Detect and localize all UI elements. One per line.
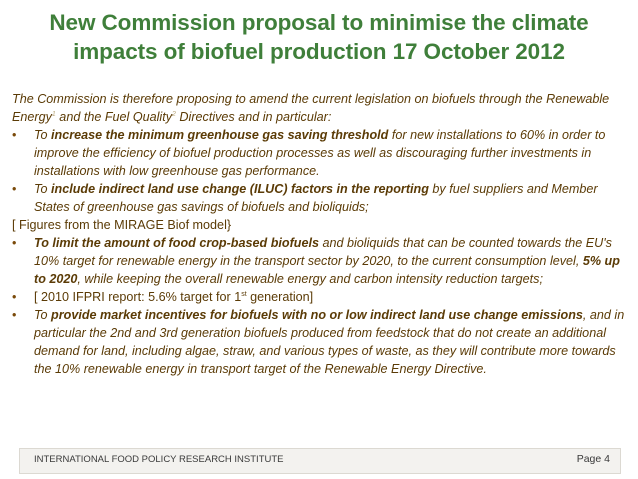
bullet-text-pre: To: [34, 308, 52, 322]
bullet-text-post: by fuel suppliers and Member States of greenhouse gas savings of biofuels and bioliquids;: [34, 182, 598, 214]
note-mirage-model: [ Figures from the MIRAGE Biof model}: [12, 218, 232, 232]
bullet-text-post: , and in particular the 2nd and 3rd generation biofuels produced from feedstock that do not create an additional demand for land, including algae, straw, and various types of waste, as they will contribute more towards the 10% renewable energy in transport target of the Renewable Energy Directive.: [34, 308, 625, 376]
footer-institute-name: INTERNATIONAL FOOD POLICY RESEARCH INSTITUTE: [34, 454, 284, 465]
slide-title-line-1: New Commission proposal to minimise the climate: [49, 10, 589, 35]
bullet-text-post: , while keeping the overall renewable energy and carbon intensity reduction targets;: [77, 272, 543, 286]
footnote-ref-1: 1: [51, 110, 56, 118]
bullet-text-post: for new installations to 60% in order to improve the efficiency of biofuel production processes as well as discouraging further investments in installations with low greenhouse gas performance.: [34, 128, 606, 178]
bullet-marker: •: [12, 308, 17, 322]
bullet-item-ifpri-report: [12, 288, 628, 306]
bullet-item-ghg-threshold: [12, 126, 628, 180]
footnote-ref-2: 2: [172, 110, 176, 118]
bullet-text-bold: provide market incentives for biofuels with no or low indirect land use change emissions: [51, 308, 583, 322]
bullet-text-bold: To limit the amount of food crop-based biofuels: [34, 236, 319, 250]
bullet-marker: •: [12, 236, 17, 250]
bullet-text-bold: increase the minimum greenhouse gas saving threshold: [51, 128, 389, 142]
intro-text-a: The Commission is therefore proposing to amend the current legislation on biofuels through the Renewable Energy: [12, 92, 610, 124]
page-number: Page 4: [576, 453, 610, 465]
bullet-text-bold-2: 5% up to 2020: [34, 254, 620, 286]
bullet-item-limit-food-crops: [12, 234, 628, 288]
bullet-marker: •: [12, 128, 17, 142]
bullet-text-pre: To: [34, 182, 52, 196]
bullet-text-post: generation]: [246, 290, 314, 304]
slide-title-line-2: impacts of biofuel production 17 October 2012: [73, 39, 565, 64]
bullet-marker: •: [12, 290, 17, 304]
bullet-text-bold: include indirect land use change (ILUC) factors in the reporting: [51, 182, 429, 196]
intro-paragraph: [12, 90, 628, 126]
intro-text-b: and the Fuel Quality: [55, 110, 173, 124]
intro-text-c: Directives and in particular:: [175, 110, 332, 124]
bullet-marker: •: [12, 182, 17, 196]
bullet-text: [ 2010 IFPRI report: 5.6% target for 1: [34, 290, 242, 304]
bullet-text-mid: and bioliquids that can be counted towards the EU's 10% target for renewable energy in the transport sector by 2020, to the current consumption level,: [34, 236, 612, 268]
slide-body: [12, 90, 628, 378]
bullet-text-pre: To: [34, 128, 52, 142]
bullet-item-market-incentives: [12, 306, 628, 378]
bullet-item-iluc-reporting: [12, 180, 628, 216]
slide-footer: [19, 448, 621, 474]
slide-title: [0, 8, 638, 66]
bullet-text-superscript: st: [241, 290, 247, 298]
